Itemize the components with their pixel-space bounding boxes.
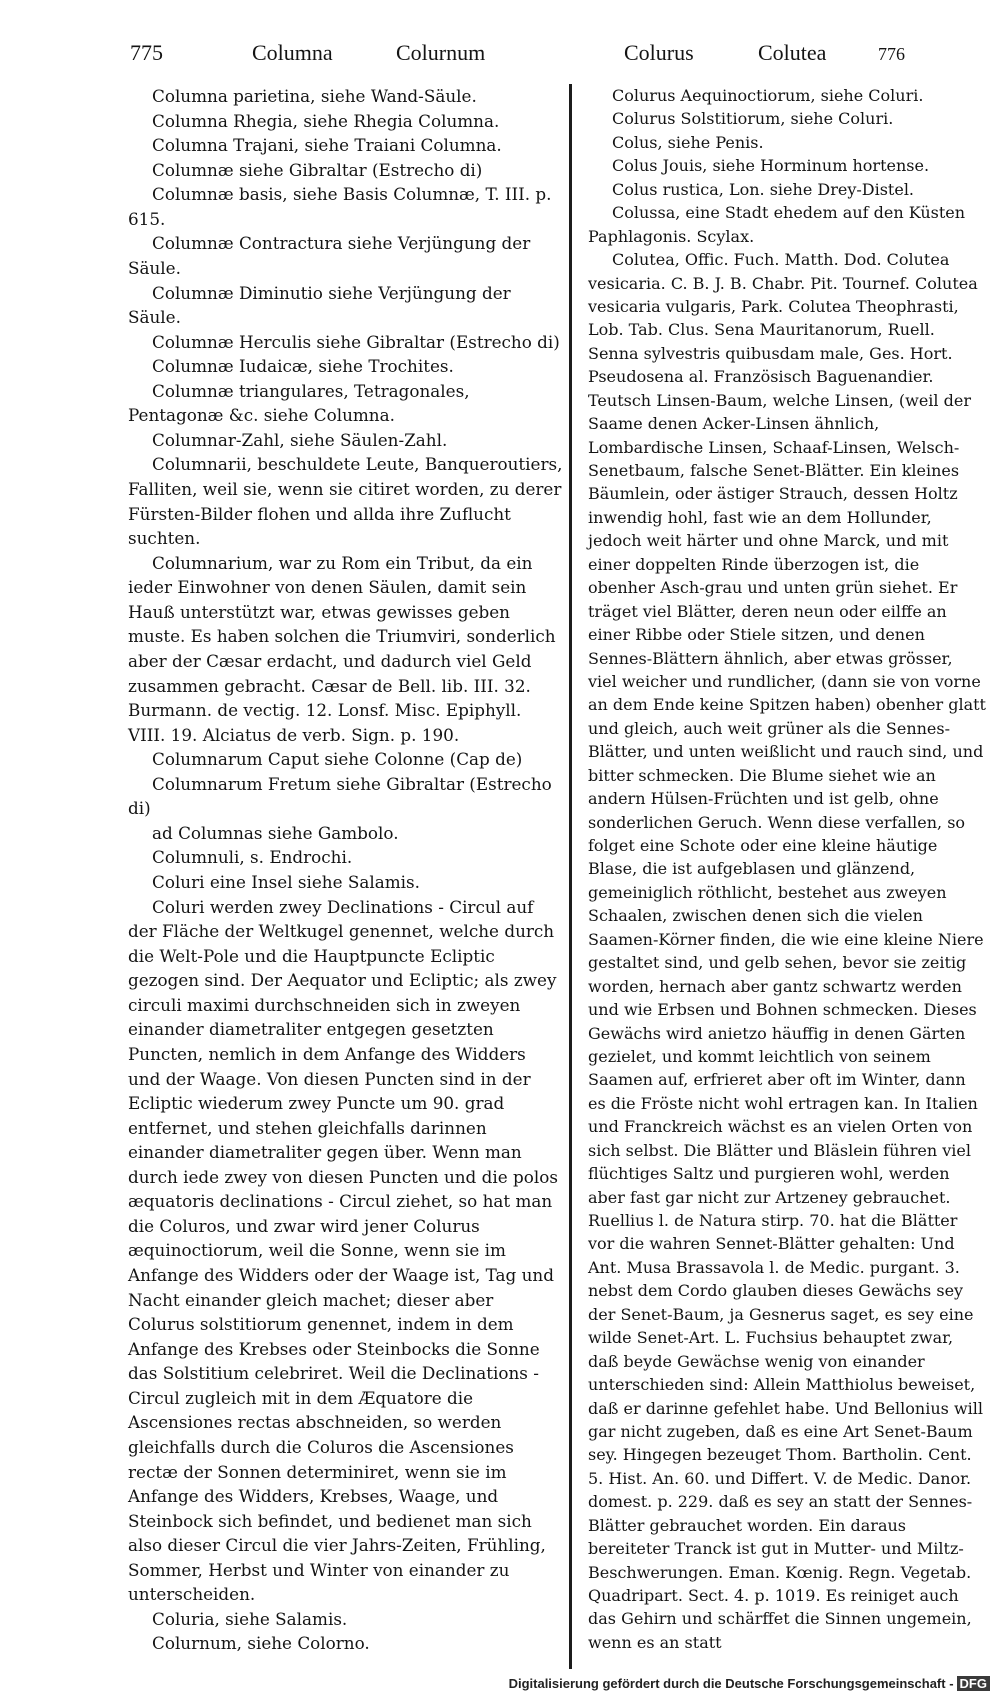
entry: ad Columnas siehe Gambolo. — [152, 822, 399, 843]
entry: Colurus Aequinoctiorum, siehe Coluri. — [612, 86, 924, 105]
entry: Colurus Solstitiorum, siehe Coluri. — [612, 109, 894, 129]
entry: Columnarium, war zu Rom ein Tribut, da ein ieder Einwohner von denen Säulen, damit sein Hauß unterstützt war, etwas gewisses geben muste. Es haben solchen die Triumviri, sonderlich aber der Cæsar erdacht, und dadurch viel Geld zusammen gebracht. Cæsar de Bell. lib. III. 32. Burmann. de vectig. 12. Lonsf. Misc. Epiphyll. VIII. 19. Alciatus de verb. Sign. p. 190. — [128, 552, 556, 745]
column-divider — [569, 84, 572, 1669]
entry: Coluri eine Insel siehe Salamis. — [152, 872, 420, 892]
dfg-logo: DFG — [957, 1676, 990, 1691]
entry: Columnæ basis, siehe Basis Columnæ, T. III. p. 615. — [128, 184, 552, 229]
header-word-4: Colutea — [758, 40, 827, 65]
header-word-3: Colurus — [624, 40, 694, 65]
entry: Columna Trajani, siehe Traiani Columna. — [152, 135, 502, 156]
entry: Colus rustica, Lon. siehe Drey-Distel. — [612, 179, 915, 199]
entry: Columnæ Herculis siehe Gibraltar (Estrecho di) — [152, 331, 560, 352]
entry: Columnar-Zahl, siehe Säulen-Zahl. — [152, 429, 448, 450]
entry: Columnarii, beschuldete Leute, Banqueroutiers, Falliten, weil sie, wenn sie citiret worden, zu derer Fürsten-Bilder flohen und allda ihre Zuflucht suchten. — [128, 454, 563, 549]
entry: Columna Rhegia, siehe Rhegia Columna. — [152, 110, 500, 131]
page-number-left: 775 — [130, 40, 163, 65]
entry: Coluria, siehe Salamis. — [152, 1608, 348, 1629]
entry: Columnæ Contractura siehe Verjüngung der Säule. — [128, 233, 531, 278]
entry: Columnarum Fretum siehe Gibraltar (Estrecho di) — [128, 773, 552, 819]
right-column — [588, 84, 986, 1654]
left-column — [128, 84, 563, 1656]
page-header — [130, 40, 950, 74]
entry: Columnæ triangulares, Tetragonales, Pentagonæ &c. siehe Columna. — [128, 380, 470, 426]
entry: Columnæ Iudaicæ, siehe Trochites. — [152, 356, 454, 377]
entry: Columnarum Caput siehe Colonne (Cap de) — [152, 749, 523, 770]
entry: Columna parietina, siehe Wand-Säule. — [152, 86, 477, 106]
header-word-2: Colurnum — [396, 40, 486, 65]
footer-text: Digitalisierung gefördert durch die Deutsche Forschungsgemeinschaft - — [508, 1676, 954, 1691]
entry: Colus, siehe Penis. — [612, 132, 764, 152]
entry: Colutea, Offic. Fuch. Matth. Dod. Colutea vesicaria. C. B. J. B. Chabr. Pit. Tournef. Colutea vesicaria vulgaris, Park. Colutea Theophrasti, Lob. Tab. Clus. Sena Mauritanorum, Ruell. Senna sylvestris quibusdam male, Ges. Hort. Pseudosena al. Französisch Baguenandier. Teutsch Linsen-Baum, welche Linsen, (weil der Saame denen Acker-Linsen ähnlich, Lombardische Linsen, Schaaf-Linsen, Welsch-Senetbaum, falsche Senet-Blätter. Ein kleines Bäumlein, oder ästiger Strauch, dessen Holtz inwendig hohl, fast wie an dem Hollunder, jedoch weit härter und ohne Marck, und mit einer doppelten Rinde überzogen ist, die obenher Asch-grau und unten grün siehet. Er träget viel Blätter, deren neun oder eilffe an einer Ribbe oder Stiele sitzen, und denen Sennes-Blättern ähnlich, aber etwas grösser, viel weicher und rundlicher, (dann sie von vorne an dem Ende keine Spitzen haben) obenher glatt und gleich, auch weit grüner als die Sennes-Blätter, und unten weißlicht und rauch sind, und bitter schmecken. Die Blume siehet wie an andern Hülsen-Früchten und ist gelb, ohne sonderlichen Geruch. Wenn diese verfallen, so folget eine Schote oder eine kleine häutige Blase, die ist aufgeblasen und glänzend, gemeiniglich röthlicht, bestehet aus zweyen Schaalen, zwischen denen sich die vielen Saamen-Körner finden, die wie eine kleine Niere gestaltet sind, und gelb sehen, bevor sie zeitig worden, hernach aber gantz schwartz werden und wie Erbsen und Bohnen schmecken. Dieses Gewächs wird anietzo häuffig in denen Gärten gezielet, und kommt leichtlich von seinem Saamen auf, erfrieret aber oft im Winter, dann es die Fröste nicht wohl ertragen kan. In Italien und Franckreich wächst es an vielen Orten von sich selbst. Die Blätter und Bläslein führen viel flüchtiges Saltz und purgieren wohl, werden aber fast gar nicht zur Artzeney gebrauchet. Ruellius l. de Natura stirp. 70. hat die Blätter vor die wahren Sennet-Blätter gehalten: Und Ant. Musa Brassavola l. de Medic. purgant. 3. nebst dem Cordo glauben dieses Gewächs sey der Senet-Baum, ja Gesnerus saget, es sey eine wilde Senet-Art. L. Fuchsius behauptet zwar, daß beyde Gewächse wenig von einander unterschieden sind: Allein Matthiolus beweiset, daß er darinne gefehlet habe. Und Bellonius will gar nicht zugeben, daß es eine Art Senet-Baum sey. Hingegen bezeuget Thom. Bartholin. Cent. 5. Hist. An. 60. und Differt. V. de Medic. Danor. domest. p. 229. daß es sey an statt der Sennes-Blätter gebrauchet worden. Ein daraus bereiteter Tranck ist gut in Mutter- und Miltz-Beschwerungen. Eman. Kœnig. Regn. Vegetab. Quadripart. Sect. 4. p. 1019. Es reiniget auch das Gehirn und schärffet die Sinnen ungemein, wenn es an statt — [588, 250, 986, 1652]
entry: Columnæ Diminutio siehe Verjüngung der Säule. — [128, 282, 511, 328]
entry: Colus Jouis, siehe Horminum hortense. — [612, 156, 930, 176]
page-number-right: 776 — [878, 44, 905, 64]
entry: Coluri werden zwey Declinations - Circul auf der Fläche der Weltkugel genennet, welche durch die Welt-Pole und die Hauptpuncte Ecliptic gezogen sind. Der Aequator und Ecliptic; als zwey circuli maximi durchschneiden sich in zweyen einander diametraliter entgegen gesetzten Puncten, nemlich in dem Anfange des Widders und der Waage. Von diesen Puncten sind in der Ecliptic wiederum zwey Puncte um 90. grad entfernet, und stehen gleichfalls darinnen einander diametraliter gegen über. Wenn man durch iede zwey von diesen Puncten und die polos æquatoris declinations - Circul ziehet, so hat man die Coluros, und zwar wird jener Colurus æquinoctiorum, weil die Sonne, wenn sie im Anfange des Widders oder der Waage ist, Tag und Nacht einander gleich machet; dieser aber Colurus solstitiorum genennet, indem in dem Anfange des Krebses oder Steinbocks die Sonne das Solstitium celebriret. Weil die Declinations - Circul zugleich mit in dem Æquatore die Ascensiones rectas abschneiden, so werden gleichfalls durch die Coluros die Ascensiones rectæ der Sonnen determiniret, wenn sie im Anfange des Widders, Krebses, Waage, und Steinbock sich befindet, und bedienet man sich also dieser Circul die vier Jahrs-Zeiten, Frühling, Sommer, Herbst und Winter von einander zu unterscheiden. — [128, 896, 558, 1605]
entry: Columnuli, s. Endrochi. — [152, 847, 353, 868]
digitization-credit — [509, 1676, 990, 1691]
entry: Columnæ siehe Gibraltar (Estrecho di) — [152, 159, 483, 180]
header-word-1: Columna — [252, 40, 333, 65]
entry: Colussa, eine Stadt ehedem auf den Küsten Paphlagonis. Scylax. — [588, 203, 966, 246]
entry: Colurnum, siehe Colorno. — [152, 1633, 370, 1654]
